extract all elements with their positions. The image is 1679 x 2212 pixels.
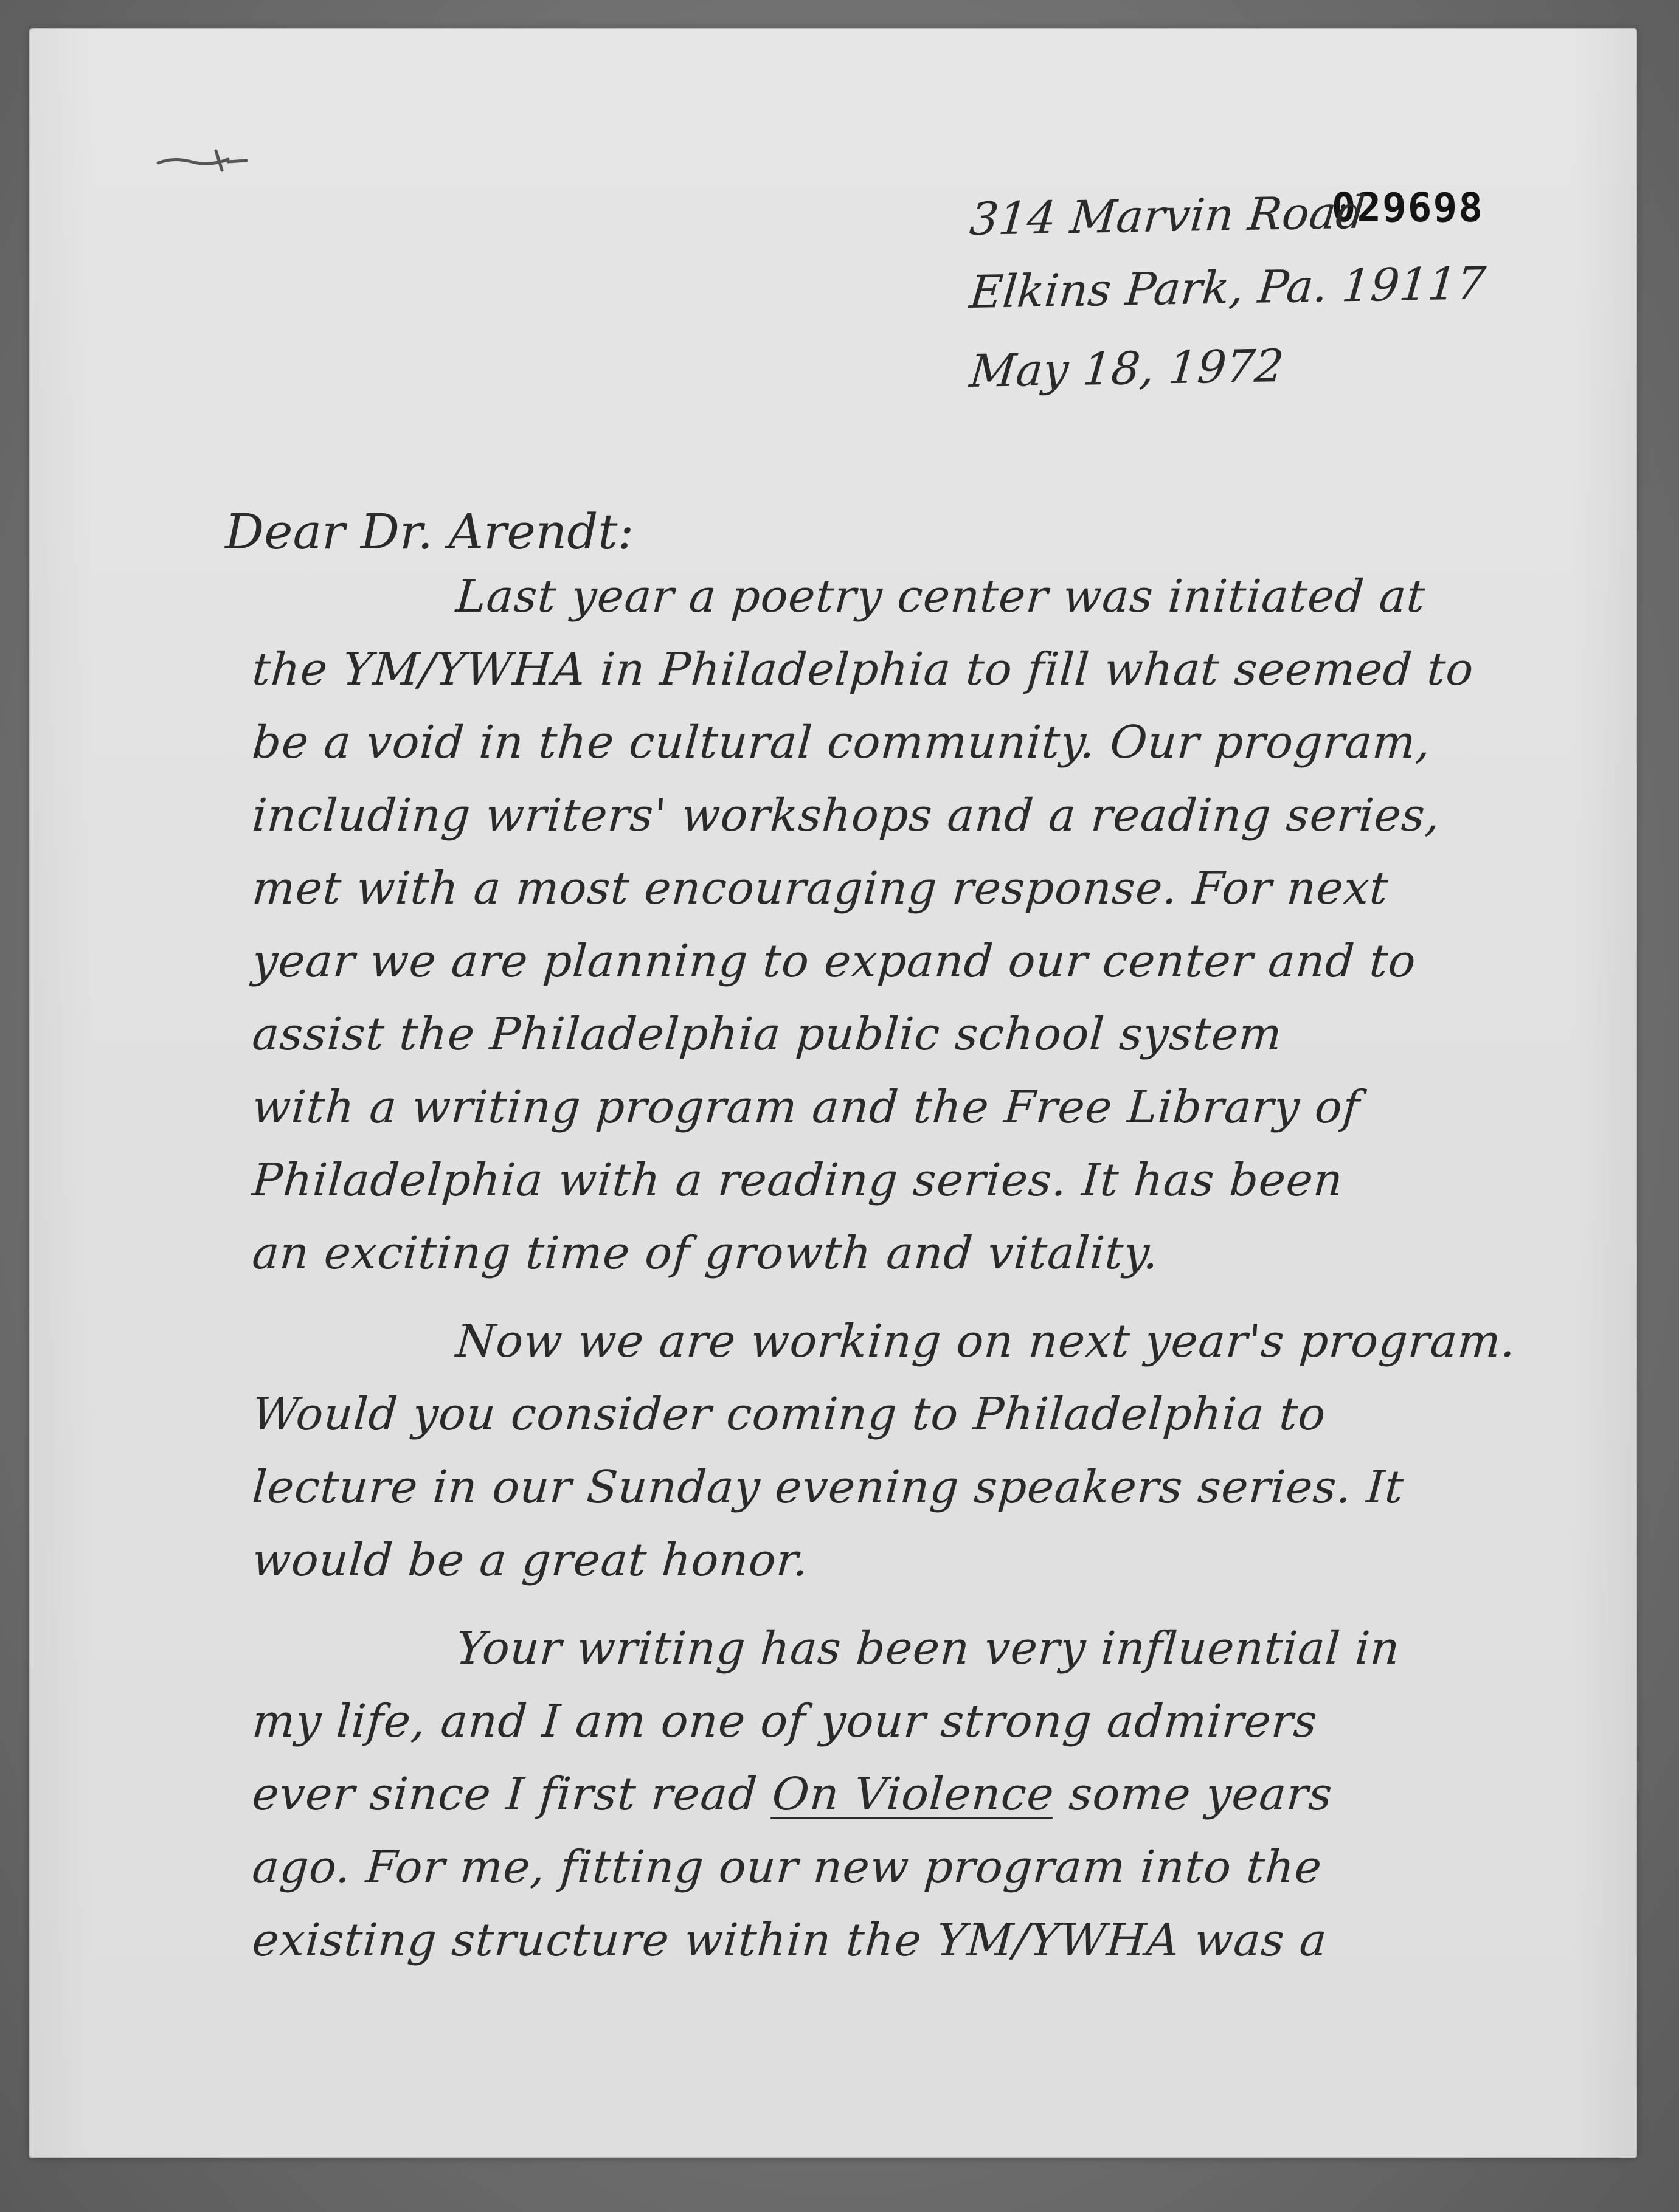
letter-line: existing structure within the YM/YWHA was a: [250, 1914, 1329, 1966]
salutation: Dear Dr. Arendt:: [225, 503, 634, 560]
letter-line: with a writing program and the Free Library of: [250, 1081, 1362, 1133]
letter-line: Your writing has been very influential in: [454, 1622, 1402, 1675]
letter-line: ago. For me, fitting our new program into the: [250, 1841, 1324, 1893]
letter-line: year we are planning to expand our center and to: [250, 935, 1418, 987]
letter-line: Now we are working on next year's program.: [454, 1315, 1518, 1367]
letter-line: Last year a poetry center was initiated at: [454, 570, 1427, 623]
letter-date: May 18, 1972: [968, 340, 1286, 398]
letter-line: Philadelphia with a reading series. It has been: [250, 1154, 1345, 1206]
letter-line: the YM/YWHA in Philadelphia to fill what seemed to: [250, 643, 1476, 696]
letter-line: an exciting time of growth and vitality.: [250, 1227, 1161, 1279]
book-title-underlined: On Violence: [770, 1768, 1056, 1820]
letter-line: Would you consider coming to Philadelphia to: [250, 1388, 1328, 1440]
letter-line: met with a most encouraging response. For next: [250, 862, 1391, 914]
pencil-mark: [155, 139, 252, 175]
letter-text: ever since I first read: [250, 1768, 760, 1820]
letter-text: some years: [1067, 1768, 1335, 1820]
letter-line: be a void in the cultural community. Our program,: [250, 716, 1433, 769]
letter-line: my life, and I am one of your strong admirers: [250, 1695, 1320, 1747]
letter-page: [30, 29, 1636, 2157]
letter-line: including writers' workshops and a reading series,: [250, 789, 1442, 842]
letter-line: [251, 1768, 1334, 1820]
address-city: Elkins Park, Pa. 19117: [968, 257, 1488, 319]
address-street: 314 Marvin Road: [968, 186, 1368, 246]
letter-line: lecture in our Sunday evening speakers series. It: [250, 1461, 1406, 1513]
letter-line: would be a great honor.: [250, 1534, 811, 1586]
archive-number-stamp: 029698: [1331, 184, 1484, 231]
letter-line: assist the Philadelphia public school system: [250, 1008, 1284, 1060]
